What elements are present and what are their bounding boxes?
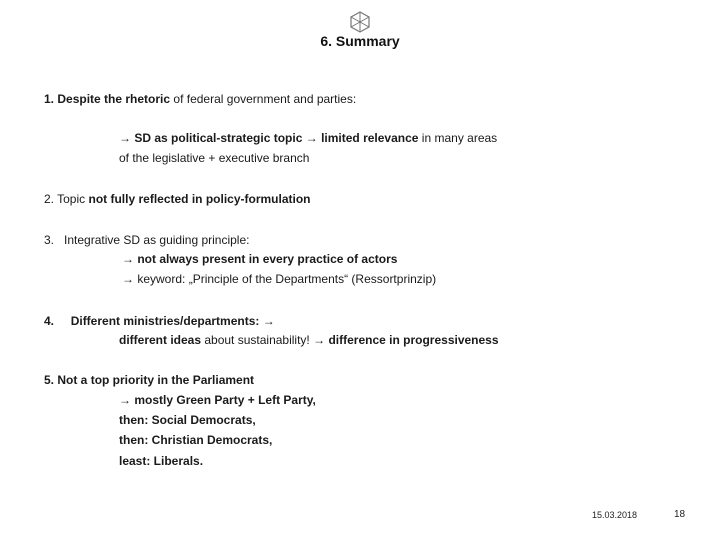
summary-item-1-detail-cont: of the legislative + executive branch [119,151,310,165]
arrow-right-icon: → [119,131,131,145]
arrow-right-icon: → [122,272,134,286]
summary-item-4: 4. Different ministries/departments: → [44,314,275,328]
hexagon-cube-icon [349,11,371,33]
summary-item-2: 2. Topic not fully reflected in policy-formulation [44,192,311,206]
arrow-right-icon: → [262,314,275,328]
summary-item-5-detail-3: then: Christian Democrats, [119,433,273,447]
summary-item-5-detail-4: least: Liberals. [119,454,204,468]
arrow-right-icon: → [119,393,131,407]
summary-item-3-detail-2: → keyword: „Principle of the Departments“ (Ressortprinzip) [122,272,437,286]
arrow-right-icon: → [305,131,318,145]
page-number: 18 [674,509,686,520]
summary-item-5-detail-1: → mostly Green Party + Left Party, [119,393,316,407]
summary-item-4-detail: different ideas about sustainability! → difference in progressiveness [119,333,499,347]
arrow-right-icon: → [122,252,134,266]
summary-item-3: 3. Integrative SD as guiding principle: [44,233,250,247]
summary-item-5: 5. Not a top priority in the Parliament [44,373,255,387]
footer-date: 15.03.2018 [592,510,638,520]
summary-item-1-detail: → SD as political-strategic topic → limited relevance in many areas [119,131,498,145]
summary-item-1: 1. Despite the rhetoric of federal government and parties: [44,92,357,106]
arrow-right-icon: → [313,333,326,347]
summary-item-5-detail-2: then: Social Democrats, [119,413,256,427]
summary-item-3-detail-1: → not always present in every practice of actors [122,252,398,266]
page-title: 6. Summary [320,33,400,49]
